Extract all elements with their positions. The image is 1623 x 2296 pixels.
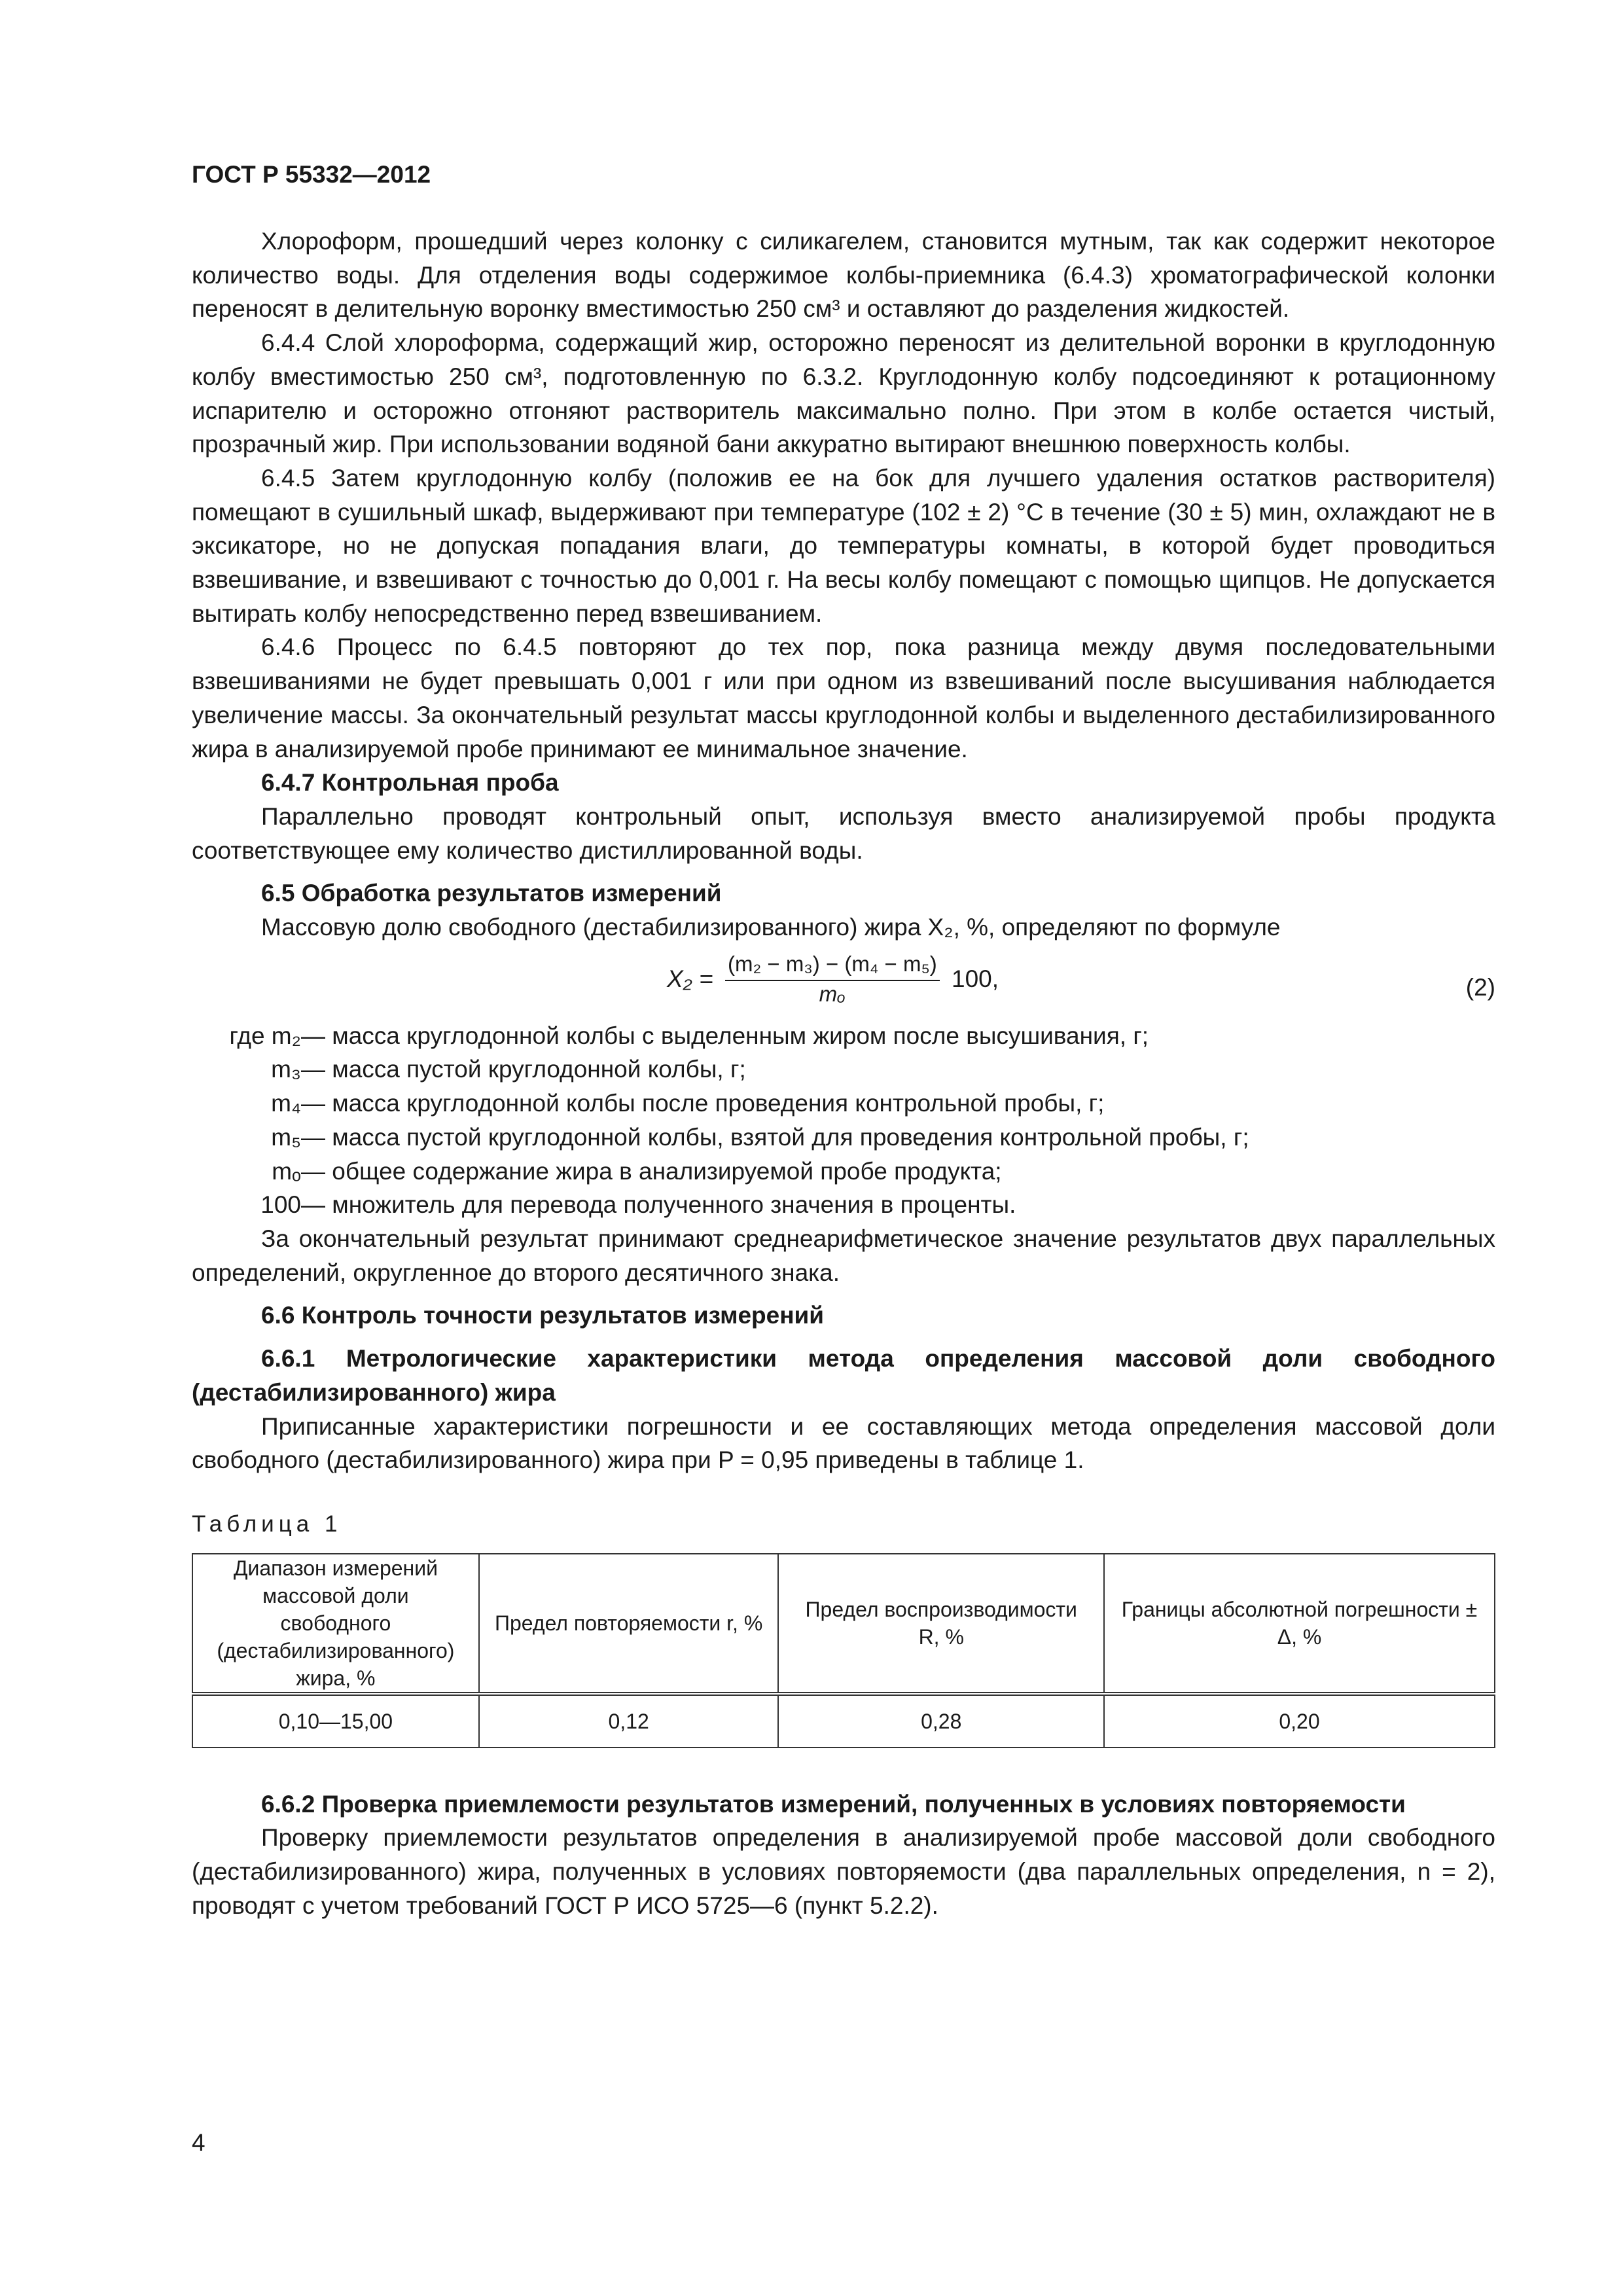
table-header-cell: Диапазон измерений массовой доли свободного (дестабилизированного) жира, % — [192, 1554, 479, 1694]
table-header-cell: Границы абсолютной погрешности ± Δ, % — [1104, 1554, 1495, 1694]
table-cell: 0,10—15,00 — [192, 1694, 479, 1748]
table-caption: Таблица 1 — [192, 1511, 342, 1537]
heading-6-6-2: 6.6.2 Проверка приемлемости результатов измерений, полученных в условиях повторяемости — [261, 1790, 1406, 1818]
document-header: ГОСТ Р 55332—2012 — [192, 161, 431, 188]
table-cell: 0,20 — [1104, 1694, 1495, 1748]
equation-number: (2) — [1465, 973, 1495, 1001]
var-symbol: m₅ — [271, 1123, 301, 1151]
formula-lhs: X₂ = — [667, 965, 713, 992]
paragraph-6-4-6: 6.4.6 Процесс по 6.4.5 повторяют до тех пор, пока разница между двумя последовательными взвешиваниями не будет превышать 0,001 г или при одном из взвешиваний после высушивания наблюдается увеличение массы. За окончательный результат массы круглодонной колбы и выделенного дестабилизированного жира в анализируемой пробе принимают ее минимальное значение. — [192, 634, 1495, 762]
formula-denominator: mₒ — [819, 981, 846, 1006]
paragraph-final-result: За окончательный результат принимают среднеарифметическое значение результатов двух параллельных определений, округленное до второго десятичного знака. — [192, 1225, 1495, 1286]
table-header-row — [192, 1554, 1495, 1694]
table-row — [192, 1694, 1495, 1748]
var-symbol: m₄ — [271, 1090, 301, 1117]
heading-6-5: 6.5 Обработка результатов измерений — [261, 880, 722, 907]
var-symbol: m₃ — [271, 1056, 301, 1083]
var-description: — общее содержание жира в анализируемой пробе продукта; — [301, 1157, 1002, 1185]
table-cell: 0,12 — [479, 1694, 779, 1748]
var-description: — масса круглодонной колбы после проведения контрольной пробы, г; — [301, 1090, 1105, 1117]
document-body — [192, 224, 1495, 1922]
paragraph-6-4-4: 6.4.4 Слой хлороформа, содержащий жир, осторожно переносят из делительной воронки в круглодонную колбу вместимостью 250 см³, подготовленную по 6.3.2. Круглодонную колбу подсоединяют к ротационному испарителю и осторожно отгоняют растворитель максимально полно. При этом в колбе остается чистый, прозрачный жир. При использовании водяной бани аккуратно вытирают внешнюю поверхность колбы. — [192, 329, 1495, 458]
paragraph-6-6-1: Приписанные характеристики погрешности и ее составляющих метода определения массовой доли свободного (дестабилизированного) жира при P = 0,95 приведены в таблице 1. — [192, 1412, 1495, 1474]
table-header-cell: Предел воспроизводимости R, % — [778, 1554, 1104, 1694]
paragraph-chloroform: Хлороформ, прошедший через колонку с силикагелем, становится мутным, так как содержит некоторое количество воды. Для отделения воды содержимое колбы-приемника (6.4.3) хроматографической колонки переносят в делительную воронку вместимостью 250 см³ и оставляют до разделения жидкостей. — [192, 228, 1495, 323]
formula-block — [192, 944, 1495, 1019]
paragraph-6-4-7: Параллельно проводят контрольный опыт, используя вместо анализируемой пробы продукта соответствующее ему количество дистиллированной воды. — [192, 802, 1495, 864]
page-number: 4 — [192, 2129, 205, 2156]
heading-6-4-7: 6.4.7 Контрольная проба — [261, 769, 559, 797]
var-symbol: где m₂ — [229, 1022, 301, 1049]
table-1 — [192, 1553, 1495, 1748]
variable-definitions — [192, 1019, 1495, 1222]
var-description: — масса пустой круглодонной колбы, взятой для проведения контрольной пробы, г; — [301, 1123, 1249, 1151]
table-cell: 0,28 — [778, 1694, 1104, 1748]
table-header-cell: Предел повторяемости r, % — [479, 1554, 779, 1694]
heading-6-6: 6.6 Контроль точности результатов измерений — [261, 1302, 825, 1329]
var-description: — масса круглодонной колбы с выделенным жиром после высушивания, г; — [301, 1022, 1149, 1049]
var-symbol: 100 — [260, 1191, 301, 1219]
formula-intro: Массовую долю свободного (дестабилизированного) жира X₂, %, определяют по формуле — [261, 914, 1281, 941]
var-description: — масса пустой круглодонной колбы, г; — [301, 1056, 746, 1083]
formula-fraction — [725, 951, 940, 1007]
formula-numerator: (m₂ − m₃) − (m₄ − m₅) — [725, 951, 940, 981]
paragraph-6-6-2: Проверку приемлемости результатов определения в анализируемой пробе массовой доли свободного (дестабилизированного) жира, полученных в условиях повторяемости (два параллельных определения, n = 2), проводят с учетом требований ГОСТ Р ИСО 5725—6 (пункт 5.2.2). — [192, 1824, 1495, 1919]
formula-multiplier: 100, — [952, 965, 999, 992]
var-symbol: mₒ — [272, 1157, 301, 1185]
heading-6-6-1: 6.6.1 Метрологические характеристики метода определения массовой доли свободного (дестабилизированного) жира — [192, 1345, 1495, 1406]
paragraph-6-4-5: 6.4.5 Затем круглодонную колбу (положив ее на бок для лучшего удаления остатков растворителя) помещают в сушильный шкаф, выдерживают при температуре (102 ± 2) °С в течение (30 ± 5) мин, охлаждают не в эксикаторе, но не допуская попадания влаги, до температуры комнаты, в которой будет проводиться взвешивание, и взвешивают с точностью до 0,001 г. На весы колбу помещают с помощью щипцов. Не допускается вытирать колбу непосредственно перед взвешиванием. — [192, 464, 1495, 627]
var-description: — множитель для перевода полученного значения в проценты. — [301, 1191, 1016, 1219]
formula-2 — [667, 951, 999, 1007]
